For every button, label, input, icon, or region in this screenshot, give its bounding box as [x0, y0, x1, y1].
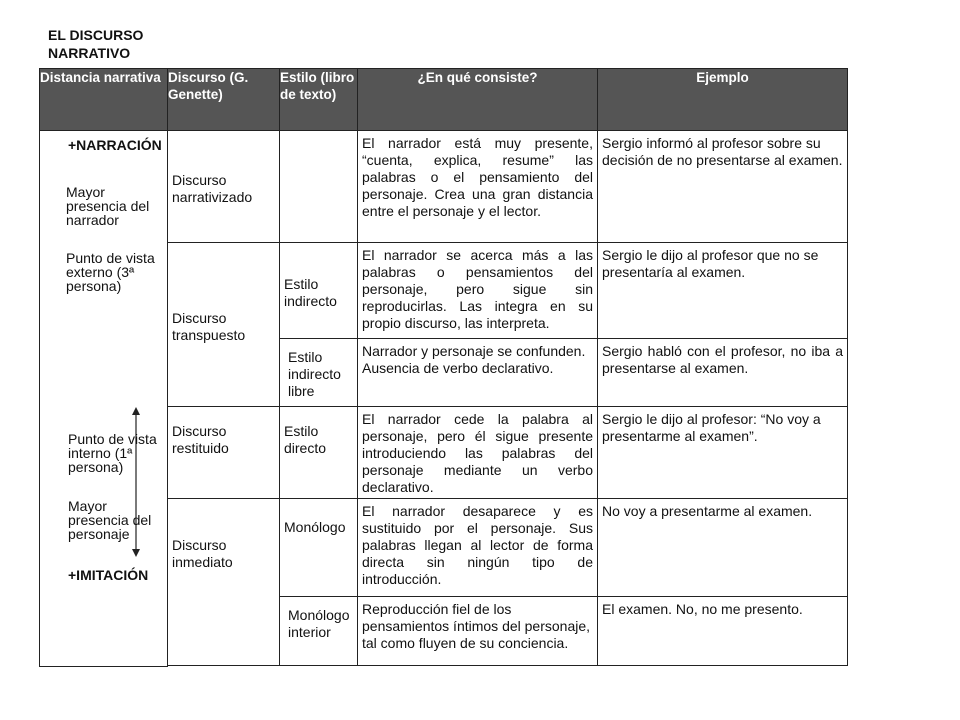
ejemplo-cell: Sergio habló con el profesor, no iba a presentarse al examen.	[598, 339, 848, 407]
imitacion-label: +IMITACIÓN	[68, 567, 149, 583]
estilo-cell: Estilo directo	[280, 407, 358, 499]
punto-vista-externo: Punto de vista externo (3ª persona)	[66, 250, 155, 294]
consiste-cell: El narrador desaparece y es sustituido por el personaje. Sus palabras llegan al lector de forma directa sin ningún tipo de introducción.	[358, 499, 598, 597]
header-distancia: Distancia narrativa	[40, 69, 168, 131]
document-title: EL DISCURSO NARRATIVO	[48, 27, 144, 61]
consiste-cell: El narrador cede la palabra al personaje, pero él sigue presente introduciendo las palabras del personaje mediante un verbo declarativo.	[358, 407, 598, 499]
estilo-cell	[280, 131, 358, 243]
consiste-cell: Reproducción fiel de los pensamientos íntimos del personaje, tal como fluyen de su conciencia.	[358, 597, 598, 666]
ejemplo-cell: Sergio le dijo al profesor: “No voy a presentarme al examen”.	[598, 407, 848, 499]
consiste-cell: Narrador y personaje se confunden. Ausencia de verbo declarativo.	[358, 339, 598, 407]
narrative-discourse-table	[39, 68, 848, 667]
header-consiste: ¿En qué consiste?	[358, 69, 598, 131]
discurso-cell: Discurso narrativizado	[168, 131, 280, 243]
ejemplo-cell: El examen. No, no me presento.	[598, 597, 848, 666]
table-row	[40, 131, 848, 243]
estilo-cell: Monólogo interior	[280, 597, 358, 666]
discurso-cell: Discurso restituido	[168, 407, 280, 499]
estilo-cell: Estilo indirecto	[280, 243, 358, 339]
ejemplo-cell: No voy a presentarme al examen.	[598, 499, 848, 597]
header-discurso: Discurso (G. Genette)	[168, 69, 280, 131]
discurso-cell: Discurso inmediato	[168, 499, 280, 666]
header-row	[40, 69, 848, 131]
narracion-label: +NARRACIÓN	[68, 137, 162, 153]
consiste-cell: El narrador está muy presente, “cuenta, explica, resume” las palabras o el pensamiento del personaje. Crea una gran distancia entre el personaje y el lector.	[358, 131, 598, 243]
mayor-presencia-narrador: Mayor presencia del narrador	[66, 184, 150, 228]
discurso-cell: Discurso transpuesto	[168, 243, 280, 407]
distance-column	[40, 131, 168, 667]
estilo-cell: Monólogo	[280, 499, 358, 597]
estilo-cell: Estilo indirecto libre	[280, 339, 358, 407]
header-ejemplo: Ejemplo	[598, 69, 848, 131]
mayor-presencia-personaje: Mayor presencia del personaje	[68, 498, 152, 542]
consiste-cell: El narrador se acerca más a las palabras o pensamientos del personaje, pero sigue sin reproducirlas. Las integra en su propio discurso, las interpreta.	[358, 243, 598, 339]
ejemplo-cell: Sergio le dijo al profesor que no se presentaría al examen.	[598, 243, 848, 339]
header-estilo: Estilo (libro de texto)	[280, 69, 358, 131]
ejemplo-cell: Sergio informó al profesor sobre su decisión de no presentarse al examen.	[598, 131, 848, 243]
punto-vista-interno: Punto de vista interno (1ª persona)	[68, 431, 157, 475]
